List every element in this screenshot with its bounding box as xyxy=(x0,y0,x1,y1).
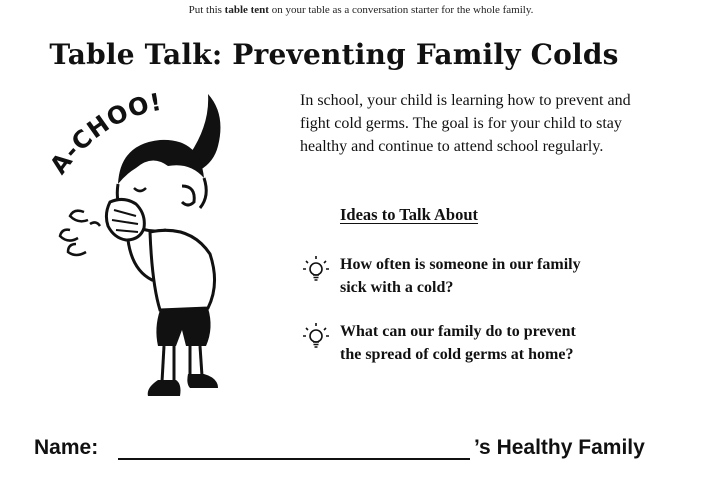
question-line: How often is someone in our family xyxy=(340,256,581,273)
question-text xyxy=(340,253,640,299)
instruction-text-after: on your table as a conversation starter for the whole family. xyxy=(268,4,534,16)
name-label: Name: xyxy=(34,436,99,459)
instruction-text-before: Put this xyxy=(188,4,225,16)
question-text xyxy=(340,320,640,366)
hair xyxy=(118,140,204,184)
shoe-left xyxy=(148,380,181,396)
lightbulb-icon xyxy=(300,253,330,283)
name-footer xyxy=(34,434,694,466)
question-line: What can our family do to prevent xyxy=(340,323,576,340)
question-item xyxy=(300,253,640,303)
question-line: the spread of cold germs at home? xyxy=(340,346,574,363)
instruction-line xyxy=(0,4,722,16)
ideas-heading: Ideas to Talk About xyxy=(340,205,479,224)
shoe-right xyxy=(187,374,218,388)
healthy-family-suffix: ’s Healthy Family xyxy=(474,436,645,459)
question-line: sick with a cold? xyxy=(340,279,454,296)
name-blank-line[interactable] xyxy=(118,458,470,460)
page-title: Table Talk: Preventing Family Colds xyxy=(49,38,619,71)
intro-paragraph: In school, your child is learning how to prevent and fight cold germs. The goal is for your child to stay healthy and continue to attend school regularly. xyxy=(300,92,631,155)
sneeze-text: A-CHOO! xyxy=(44,87,165,180)
shirt xyxy=(150,230,215,310)
question-item xyxy=(300,320,640,370)
instruction-text-bold: table tent xyxy=(224,4,269,16)
lightbulb-icon xyxy=(300,320,330,350)
sneezing-child-illustration xyxy=(40,84,280,414)
shorts xyxy=(156,308,210,346)
sneeze-puffs xyxy=(60,211,100,255)
